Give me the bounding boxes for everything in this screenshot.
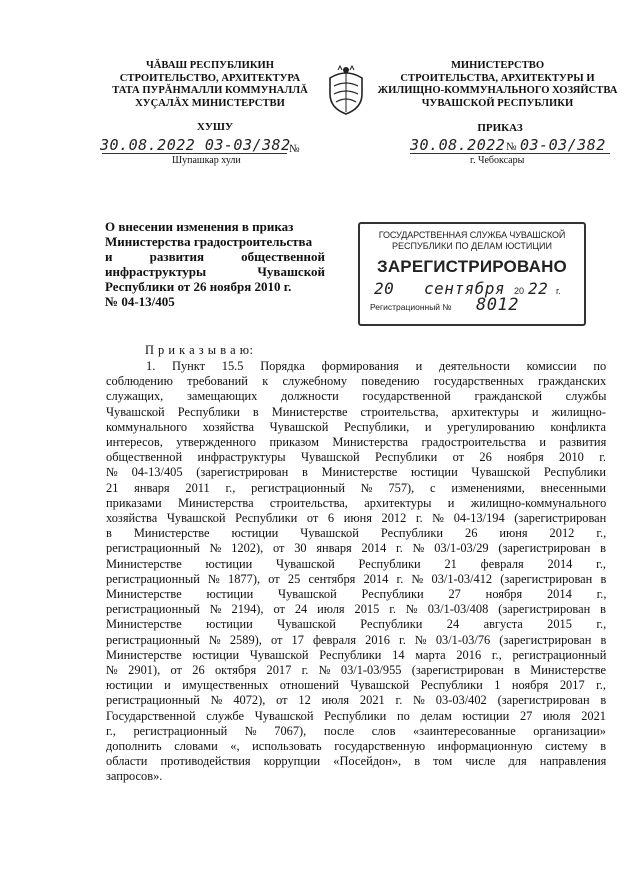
body-line: регистрационный № 2589), от 17 февраля 2016 г. № 03/1-03/76 (зарегистрирован в [106, 632, 607, 647]
right-place: г. Чебоксары [470, 155, 525, 166]
left-underline [102, 153, 287, 154]
stamp-month: сентября [424, 279, 506, 298]
body-line: хозяйства Чувашской Республики от 6 июня 2012 г. № 04-13/194 (зарегистрирован [106, 511, 607, 526]
body-line: в Министерстве юстиции Чувашской Республики 26 июня 2012 г., [106, 526, 607, 541]
left-header-line: СТРОИТЕЛЬСТВО, АРХИТЕКТУРА [119, 72, 301, 84]
body-line: Государственной службе Чувашской Республики по делам юстиции 27 июля 2021 [106, 708, 606, 723]
left-header-line: ТАТА ПУРĂНМАЛЛИ КОММУНАЛЛĂ [112, 85, 308, 96]
right-header-line: МИНИСТЕРСТВО [450, 60, 545, 71]
document-title [105, 219, 325, 309]
left-place: Шупашкар хули [172, 155, 241, 166]
body-line: юстиции и имущественных отношений Чувашской Республики 1 ноября 2017 г., [106, 678, 606, 693]
body-line: регистрационный № 4072), от 12 июля 2021 г. № 03-03/402 (зарегистрирован в [106, 693, 607, 708]
stamp-reg-number: 8012 [476, 295, 519, 315]
title-line: инфраструктуры Чувашской [105, 264, 325, 279]
title-line: и развития общественной [105, 249, 325, 264]
right-date: 30.08.2022 [410, 136, 506, 154]
title-line: О внесении изменения в приказ [105, 219, 294, 234]
body-line: 21 января 2011 г., регистрационный № 757), с изменениями, внесенными [106, 480, 606, 495]
stamp-year-prefix: 20 [514, 286, 525, 296]
title-line: Республики от 26 ноября 2010 г. [105, 279, 292, 294]
left-header-line: ЧĂВАШ РЕСПУБЛИКИН [146, 60, 274, 71]
body-line: запросов». [106, 769, 163, 784]
stamp-reg-label: Регистрационный № [370, 302, 452, 312]
stamp-date-row [360, 279, 584, 299]
body-line: регистрационный № 1202), от 30 января 2014 г. № 03/1-03/29 (зарегистрирован в [106, 541, 606, 556]
left-header [95, 60, 325, 110]
body-line: 1. Пункт 15.5 Порядка формирования и деятельности комиссии по [146, 359, 607, 373]
body-paragraph [106, 359, 606, 785]
title-line: № 04-13/405 [105, 294, 175, 309]
body-line: Министерстве юстиции Чувашской Республики 24 августа 2015 г., [106, 617, 607, 632]
stamp-day: 20 [374, 279, 395, 298]
body-line: общественной инфраструктуры Чувашской Республики от 26 ноября 2010 г. [106, 450, 606, 465]
body-line: области противодействия коррупции «Посейдон», в том числе для направления [106, 754, 607, 769]
stamp-year-suffix: 22 [528, 279, 549, 298]
body-line: № 2901), от 26 октября 2017 г. № 03/1-03/955 (зарегистрирован в Министерстве [106, 663, 606, 678]
body-line: коммунального хозяйства Чувашской Республики, и урегулированию конфликта [106, 419, 606, 434]
stamp-registered: ЗАРЕГИСТРИРОВАНО [376, 257, 567, 276]
registration-stamp [358, 222, 586, 326]
coat-of-arms-icon [326, 64, 366, 116]
body-line: дополнить словами «, использовать государственную информационную систему в [106, 739, 607, 754]
right-number: 03-03/382 [520, 136, 606, 154]
right-underline [410, 153, 610, 154]
title-line: Министерства градостроительства [105, 234, 313, 249]
body-line: приказами Министерства строительства, архитектуры и жилищно-коммунального [106, 495, 607, 510]
body-line: Министерстве юстиции Чувашской Республики 21 февраля 2014 г., [106, 556, 607, 571]
stamp-year-unit: г. [556, 286, 561, 296]
body-line: № 04-13/405 (зарегистрирован в Министерстве юстиции Чувашской Республики [106, 465, 606, 480]
stamp-line1: ГОСУДАРСТВЕННАЯ СЛУЖБА ЧУВАШСКОЙ [378, 230, 566, 240]
right-header [370, 60, 625, 110]
body-line: регистрационный № 2194), от 24 июля 2015 г. № 03/1-03/408 (зарегистрирован в [106, 602, 606, 617]
left-number-sign: № [289, 143, 300, 155]
right-doc-type: ПРИКАЗ [477, 122, 523, 134]
stamp-reg-row [360, 295, 584, 317]
body-line: г., регистрационный № 7067), после слов «заинтересованные организации» [106, 723, 606, 738]
body-line: служащих, замещающих должности государственной гражданской службы [106, 389, 607, 404]
body-line: интересов, утвержденного приказом Министерства градостроительства и развития [106, 435, 607, 450]
order-word: П р и к а з ы в а ю: [145, 343, 254, 357]
right-header-line: ЖИЛИЩНО-КОММУНАЛЬНОГО ХОЗЯЙСТВА [377, 85, 618, 96]
body-line: Министерстве юстиции Чувашской Республики 14 марта 2016 г., регистрационный [106, 647, 607, 662]
body-line: регистрационный № 1877), от 25 сентября 2014 г. № 03/1-03/412 (зарегистрирован в [106, 571, 607, 586]
right-header-line: СТРОИТЕЛЬСТВА, АРХИТЕКТУРЫ И [400, 72, 595, 84]
right-header-line: ЧУВАШСКОЙ РЕСПУБЛИКИ [421, 97, 574, 109]
right-number-sign: № [506, 141, 517, 153]
body-line: Чувашской Республики в Министерстве строительства, архитектуры и жилищно- [106, 404, 606, 419]
left-header-line: ХУÇАЛĂХ МИНИСТЕРСТВИ [135, 97, 285, 109]
stamp-line2: РЕСПУБЛИКИ ПО ДЕЛАМ ЮСТИЦИИ [392, 241, 552, 251]
body-line: соблюдению требований к служебному поведению государственных гражданских [106, 374, 607, 389]
body-line: Министерстве юстиции Чувашской Республики 27 ноября 2014 г., [106, 587, 607, 602]
left-date-number: 30.08.2022 03-03/382 [100, 136, 291, 154]
left-doc-type: ХУШУ [196, 121, 234, 133]
